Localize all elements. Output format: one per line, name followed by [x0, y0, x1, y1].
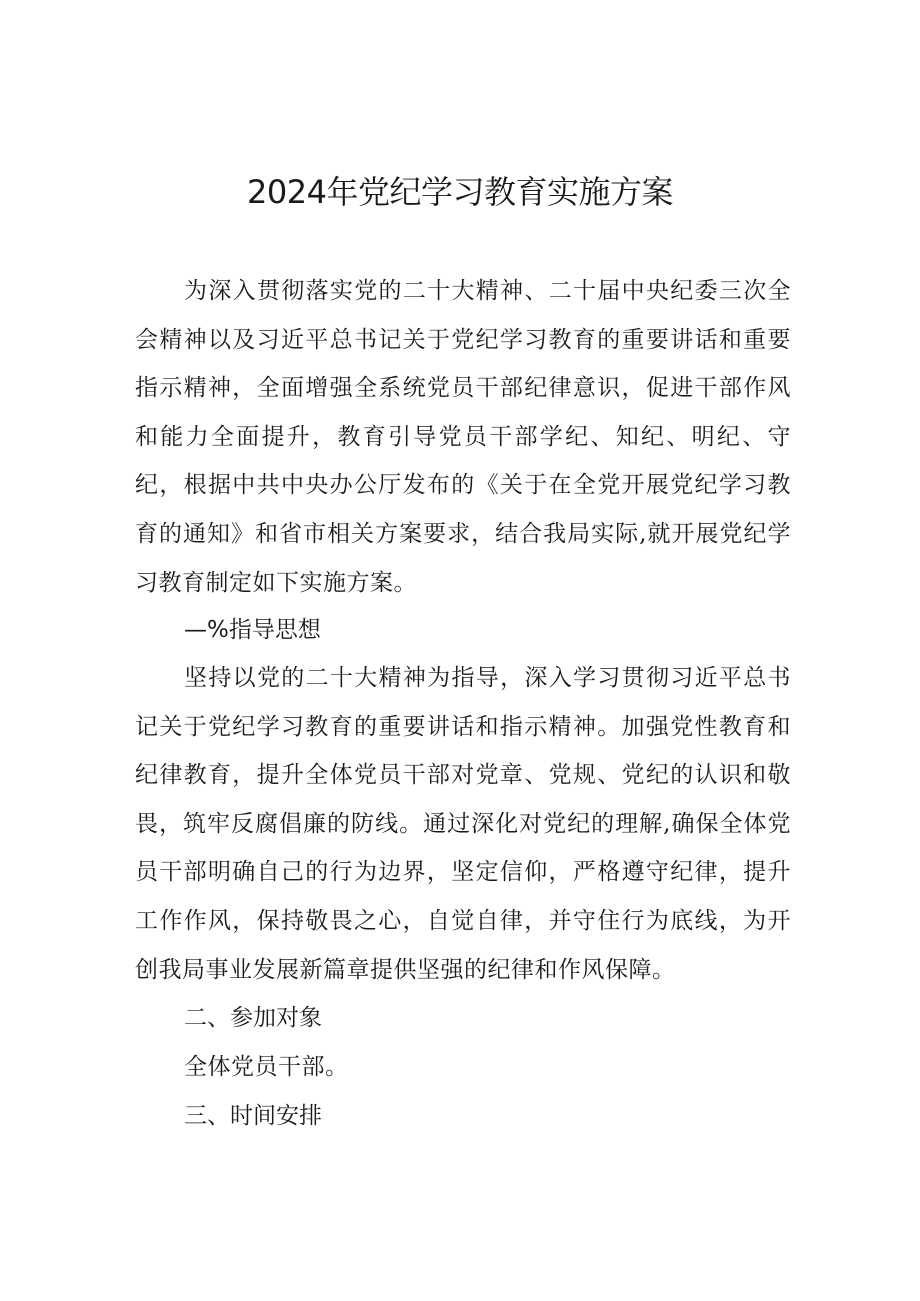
section-heading-participants: 二、参加对象: [184, 1005, 322, 1031]
document-title: 2024年党纪学习教育实施方案: [247, 173, 673, 211]
section-heading-guiding-ideology: —%指导思想: [184, 617, 321, 643]
section-body-participants: 全体党员干部。: [184, 1054, 349, 1080]
section-body-guiding-ideology: 坚持以党的二十大精神为指导，深入学习贯彻习近平总书记关于党纪学习教育的重要讲话和指示精神。加强党性教育和纪律教育，提升全体党员干部对党章、党规、党纪的认识和敬畏，筑牢反腐倡廉的防线。通过深化对党纪的理解,确保全体党员干部明确自己的行为边界，坚定信仰，严格遵守纪律，提升工作作风，保持敬畏之心，自觉自律，并守住行为底线，为开创我局事业发展新篇章提供坚强的纪律和作风保障。: [135, 665, 791, 983]
intro-paragraph: 为深入贯彻落实党的二十大精神、二十届中央纪委三次全会精神以及习近平总书记关于党纪学习教育的重要讲话和重要指示精神，全面增强全系统党员干部纪律意识，促进干部作风和能力全面提升，教育引导党员干部学纪、知纪、明纪、守纪，根据中共中央办公厅发布的《关于在全党开展党纪学习教育的通知》和省市相关方案要求，结合我局实际,就开展党纪学习教育制定如下实施方案。: [135, 278, 791, 596]
section-heading-schedule: 三、时间安排: [184, 1103, 322, 1129]
